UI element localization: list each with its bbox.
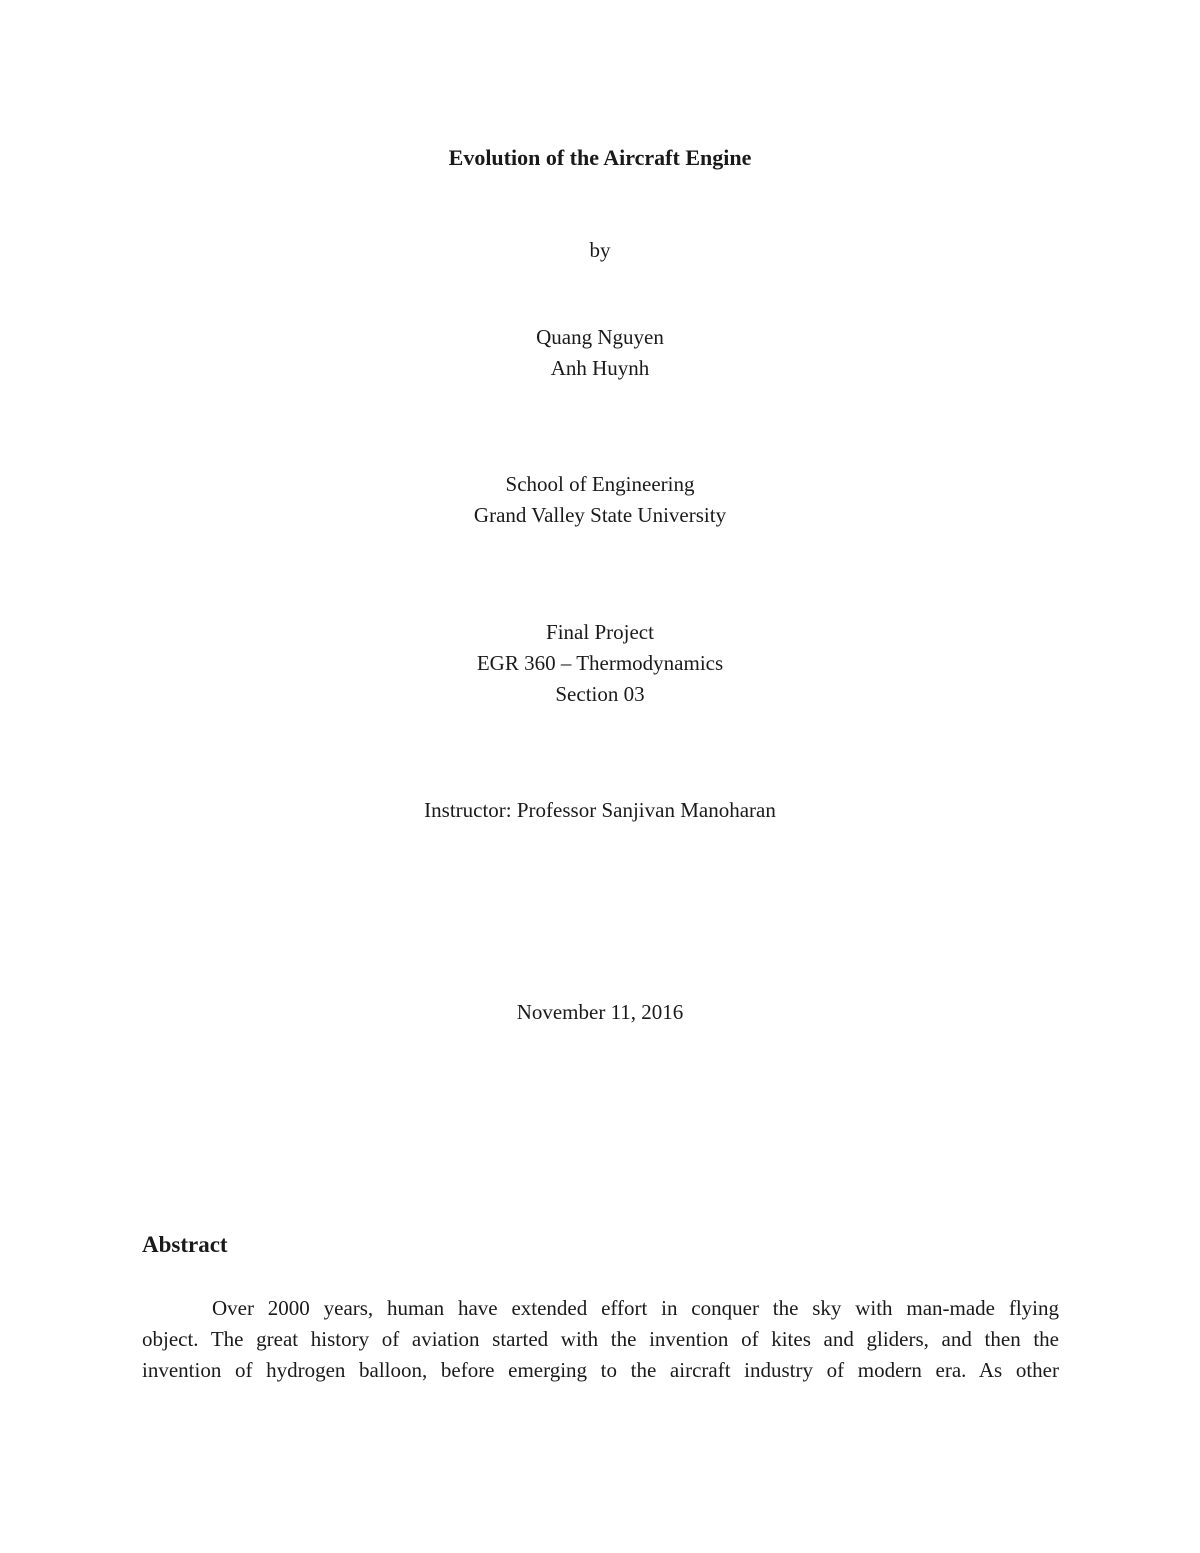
author-name: Anh Huynh xyxy=(550,356,650,380)
by-line: by xyxy=(589,238,611,262)
document-date: November 11, 2016 xyxy=(516,1000,684,1024)
school-name: School of Engineering xyxy=(505,472,695,496)
course-name: EGR 360 – Thermodynamics xyxy=(476,651,724,675)
project-title: Final Project xyxy=(546,620,654,644)
abstract-line: invention of hydrogen balloon, before emerging to the aircraft industry of modern era. As other xyxy=(142,1358,1059,1382)
abstract-line xyxy=(142,1293,1059,1324)
university-name: Grand Valley State University xyxy=(473,503,727,527)
abstract-paragraph xyxy=(142,1293,1059,1386)
author-name: Quang Nguyen xyxy=(536,325,664,349)
instructor-line: Instructor: Professor Sanjivan Manoharan xyxy=(424,798,776,822)
abstract-heading: Abstract xyxy=(142,1232,228,1257)
abstract-line: object. The great history of aviation started with the invention of kites and gliders, and then the xyxy=(142,1327,1059,1351)
abstract-line-text: Over 2000 years, human have extended effort in conquer the sky with man-made flying xyxy=(212,1296,1059,1320)
section-number: Section 03 xyxy=(555,682,645,706)
document-title: Evolution of the Aircraft Engine xyxy=(448,145,752,170)
